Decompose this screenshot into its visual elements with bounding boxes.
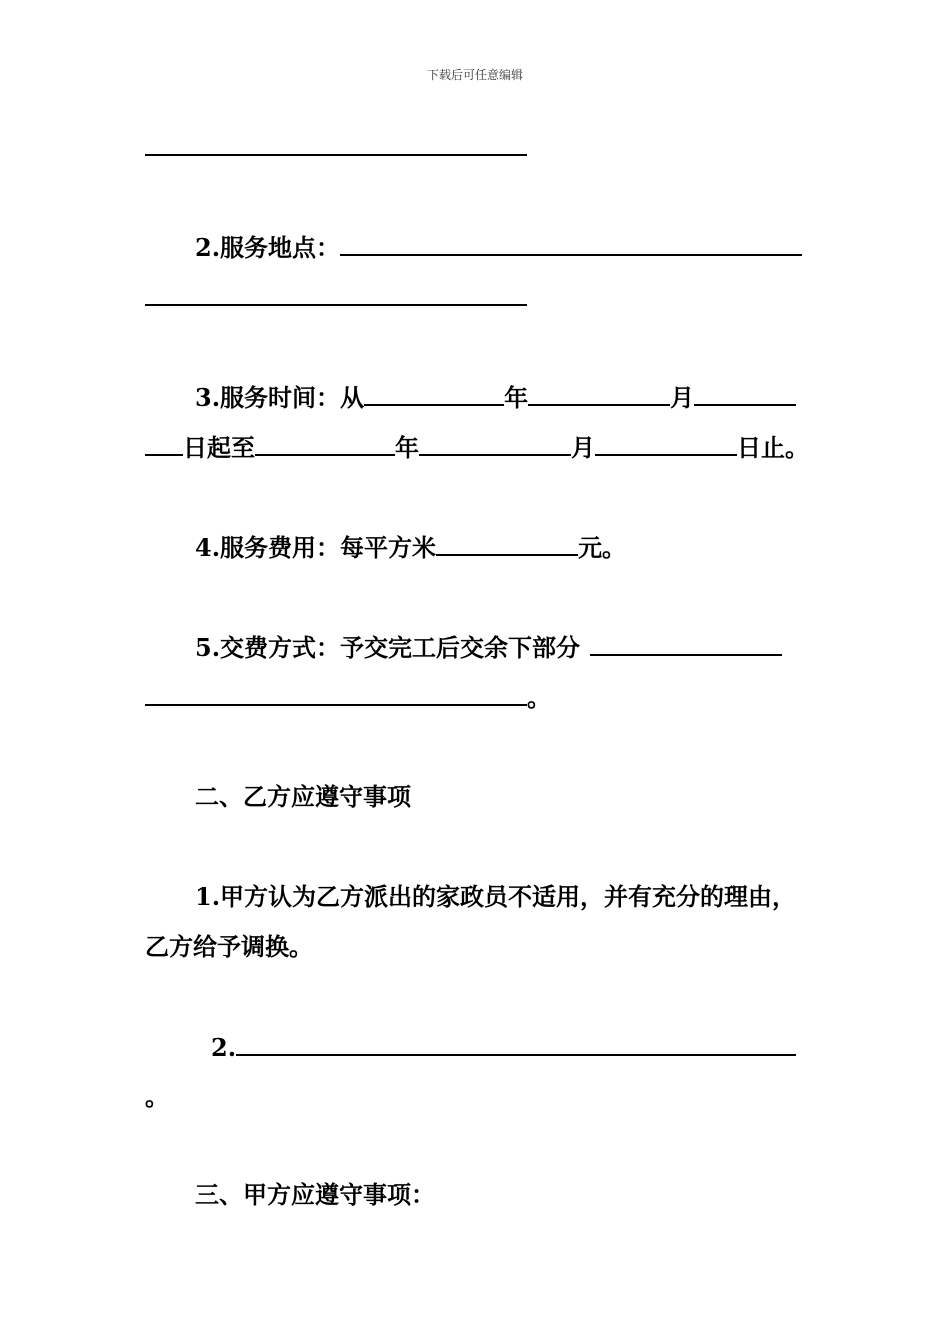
service-location-label: 2.服务地点：: [195, 233, 341, 262]
fill-blank[interactable]: [145, 432, 183, 456]
fill-blank[interactable]: [364, 382, 504, 406]
item-service-location: [195, 232, 802, 263]
service-fee-label: 4.服务费用：每平方米: [195, 533, 437, 562]
section-3-title: 三、甲方应遵守事项：: [195, 1180, 435, 1209]
item-payment-method: [195, 632, 782, 663]
section-2-title: 二、乙方应遵守事项: [195, 782, 411, 811]
day-end-label: 日止。: [737, 433, 809, 462]
payment-method-label: 5.交费方式：予交完工后交余下部分: [195, 633, 581, 662]
fill-blank[interactable]: [236, 1032, 796, 1056]
fill-blank[interactable]: [145, 682, 527, 706]
fill-blank[interactable]: [340, 232, 802, 256]
fill-blank[interactable]: [528, 382, 670, 406]
item-payment-method-cont: [145, 682, 551, 713]
section-2-item-2: [211, 1032, 796, 1063]
fill-blank[interactable]: [419, 432, 571, 456]
month-label-2: 月: [571, 433, 595, 462]
blank-line-top: [145, 132, 527, 163]
section-2-item-2-label: 2.: [211, 1033, 237, 1062]
service-time-label: 3.服务时间：从: [195, 383, 365, 412]
blank-line: [145, 282, 527, 313]
fee-unit: 元。: [578, 533, 627, 562]
fill-blank[interactable]: [436, 532, 578, 556]
fill-blank[interactable]: [255, 432, 395, 456]
item-service-fee: [195, 532, 626, 563]
item-service-time: [195, 382, 796, 413]
item-service-time-cont: [145, 432, 809, 463]
fill-blank[interactable]: [590, 632, 782, 656]
fill-blank[interactable]: [595, 432, 737, 456]
year-label: 年: [504, 383, 529, 412]
fill-blank[interactable]: [694, 382, 796, 406]
section-2-item-2-end: 。: [145, 1082, 169, 1111]
payment-end-punct: 。: [527, 683, 551, 712]
year-label-2: 年: [395, 433, 419, 462]
page-header: 下载后可任意编辑: [426, 68, 523, 82]
section-2-item-1-line-1: 1.甲方认为乙方派出的家政员不适用，并有充分的理由，: [195, 882, 797, 911]
section-2-item-1-line-2: 乙方给予调换。: [145, 932, 313, 961]
day-from-label: 日起至: [183, 433, 255, 462]
month-label: 月: [670, 383, 695, 412]
fill-blank[interactable]: [145, 282, 527, 306]
fill-blank[interactable]: [145, 132, 527, 156]
